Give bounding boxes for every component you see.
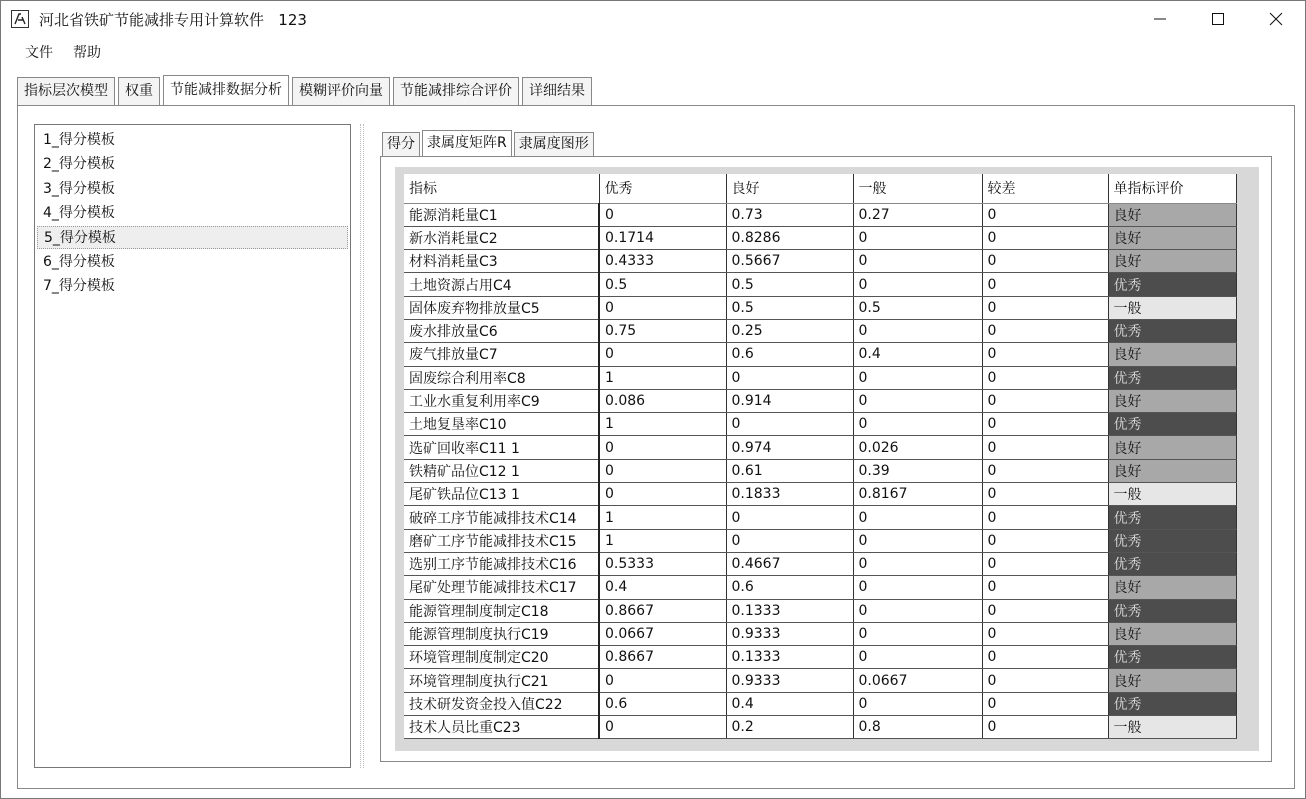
grid-cell[interactable]: 0: [853, 319, 982, 342]
rating-cell[interactable]: 优秀: [1108, 506, 1236, 529]
indicator-name-cell[interactable]: 废气排放量C7: [404, 343, 599, 366]
table-row: [404, 203, 1236, 226]
indicator-name-cell[interactable]: 环境管理制度执行C21: [404, 669, 599, 692]
window-title: 河北省铁矿节能减排专用计算软件 123: [39, 11, 307, 29]
grid-cell[interactable]: 0: [853, 413, 982, 436]
rating-cell[interactable]: 良好: [1108, 622, 1236, 645]
grid-cell[interactable]: 0.0667: [599, 622, 726, 645]
grid-cell[interactable]: 0.75: [599, 319, 726, 342]
indicator-name-cell[interactable]: 土地资源占用C4: [404, 273, 599, 296]
table-row: [404, 319, 1236, 342]
grid-cell[interactable]: 0: [982, 413, 1108, 436]
grid-cell[interactable]: 0.4: [599, 576, 726, 599]
table-row: [404, 343, 1236, 366]
grid-cell[interactable]: 0.8167: [853, 483, 982, 506]
grid-cell[interactable]: 0: [982, 692, 1108, 715]
indicator-name-cell[interactable]: 能源管理制度执行C19: [404, 622, 599, 645]
indicator-name-cell[interactable]: 固废综合利用率C8: [404, 366, 599, 389]
rating-cell[interactable]: 优秀: [1108, 413, 1236, 436]
rating-cell[interactable]: 良好: [1108, 576, 1236, 599]
grid-cell[interactable]: 0: [982, 459, 1108, 482]
table-row: [404, 436, 1236, 459]
rating-cell[interactable]: 优秀: [1108, 552, 1236, 575]
maximize-button[interactable]: [1191, 1, 1245, 37]
grid-cell[interactable]: 0: [853, 250, 982, 273]
table-row: [404, 389, 1236, 412]
indicator-name-cell[interactable]: 工业水重复利用率C9: [404, 389, 599, 412]
grid-cell[interactable]: 0.914: [726, 389, 853, 412]
rating-cell[interactable]: 良好: [1108, 226, 1236, 249]
grid-cell[interactable]: 0.5333: [599, 552, 726, 575]
grid-cell[interactable]: 1: [599, 413, 726, 436]
grid-cell[interactable]: 0: [982, 576, 1108, 599]
table-row: [404, 552, 1236, 575]
grid-cell[interactable]: 0: [853, 506, 982, 529]
grid-cell[interactable]: 0: [982, 622, 1108, 645]
grid-cell[interactable]: 0: [853, 576, 982, 599]
template-item[interactable]: 7_得分模板: [43, 277, 115, 294]
grid-cell[interactable]: 0.6: [726, 343, 853, 366]
grid-cell[interactable]: 0.5: [726, 296, 853, 319]
indicator-name-cell[interactable]: 铁精矿品位C12 1: [404, 459, 599, 482]
table-row: [404, 273, 1236, 296]
grid-column-header[interactable]: 良好: [726, 174, 853, 203]
grid-column-header[interactable]: 指标: [404, 174, 599, 203]
grid-cell[interactable]: 0: [982, 599, 1108, 622]
grid-cell[interactable]: 0: [982, 389, 1108, 412]
grid-cell[interactable]: 0.2: [726, 716, 853, 739]
grid-cell[interactable]: 0.8286: [726, 226, 853, 249]
rating-cell[interactable]: 良好: [1108, 436, 1236, 459]
grid-cell[interactable]: 0: [982, 669, 1108, 692]
grid-column-header[interactable]: 优秀: [599, 174, 726, 203]
sub-tab-bar: [382, 132, 596, 156]
table-row: [404, 669, 1236, 692]
grid-cell[interactable]: 0.5667: [726, 250, 853, 273]
grid-cell[interactable]: 0: [599, 483, 726, 506]
table-row: [404, 296, 1236, 319]
grid-cell[interactable]: 0.9333: [726, 669, 853, 692]
grid-cell[interactable]: 0: [599, 436, 726, 459]
grid-cell[interactable]: 0: [982, 203, 1108, 226]
minimize-icon: [1153, 12, 1167, 26]
grid-cell[interactable]: 0.4: [726, 692, 853, 715]
membership-matrix-grid[interactable]: [404, 174, 1237, 739]
table-row: [404, 646, 1236, 669]
menu-help[interactable]: 帮助: [73, 45, 101, 61]
grid-cell[interactable]: 0.8667: [599, 646, 726, 669]
table-row: [404, 599, 1236, 622]
rating-cell[interactable]: 一般: [1108, 483, 1236, 506]
rating-cell[interactable]: 优秀: [1108, 366, 1236, 389]
grid-cell[interactable]: 0: [599, 343, 726, 366]
table-row: [404, 226, 1236, 249]
grid-cell[interactable]: 0: [853, 599, 982, 622]
grid-cell[interactable]: 0.4667: [726, 552, 853, 575]
close-icon: [1269, 12, 1283, 26]
grid-cell[interactable]: 0.61: [726, 459, 853, 482]
grid-cell[interactable]: 0.6: [726, 576, 853, 599]
grid-cell[interactable]: 0: [853, 366, 982, 389]
grid-cell[interactable]: 0.1333: [726, 646, 853, 669]
main-tab-2[interactable]: 节能减排数据分析: [163, 75, 289, 105]
indicator-name-cell[interactable]: 选别工序节能减排技术C16: [404, 552, 599, 575]
indicator-name-cell[interactable]: 土地复垦率C10: [404, 413, 599, 436]
main-tab-5[interactable]: 详细结果: [522, 77, 592, 105]
grid-cell[interactable]: 0: [853, 552, 982, 575]
indicator-name-cell[interactable]: 选矿回收率C11 1: [404, 436, 599, 459]
grid-cell[interactable]: 0: [982, 552, 1108, 575]
grid-cell[interactable]: 0.5: [726, 273, 853, 296]
grid-cell[interactable]: 0: [726, 413, 853, 436]
sub-tab-1[interactable]: 隶属度矩阵R: [422, 130, 512, 156]
grid-cell[interactable]: 0.1714: [599, 226, 726, 249]
maximize-icon: [1211, 12, 1225, 26]
main-tab-4[interactable]: 节能减排综合评价: [393, 77, 519, 105]
grid-cell[interactable]: 0: [599, 459, 726, 482]
indicator-name-cell[interactable]: 新水消耗量C2: [404, 226, 599, 249]
close-button[interactable]: [1249, 1, 1303, 37]
app-logo-icon: [11, 10, 29, 28]
rating-cell[interactable]: 一般: [1108, 296, 1236, 319]
grid-cell[interactable]: 0.9333: [726, 622, 853, 645]
table-row: [404, 576, 1236, 599]
grid-cell[interactable]: 0.086: [599, 389, 726, 412]
template-item[interactable]: 2_得分模板: [43, 156, 115, 173]
grid-cell[interactable]: 0.27: [853, 203, 982, 226]
table-row: [404, 622, 1236, 645]
table-row: [404, 413, 1236, 436]
grid-column-header[interactable]: 一般: [853, 174, 982, 203]
indicator-name-cell[interactable]: 技术研发资金投入值C22: [404, 692, 599, 715]
rating-cell[interactable]: 良好: [1108, 343, 1236, 366]
main-tab-3[interactable]: 模糊评价向量: [292, 77, 390, 105]
grid-cell[interactable]: 0: [982, 483, 1108, 506]
indicator-name-cell[interactable]: 尾矿铁品位C13 1: [404, 483, 599, 506]
grid-cell[interactable]: 0: [853, 529, 982, 552]
title-bar[interactable]: [1, 1, 1305, 37]
grid-cell[interactable]: 1: [599, 506, 726, 529]
grid-cell[interactable]: 0.25: [726, 319, 853, 342]
grid-cell[interactable]: 0.4333: [599, 250, 726, 273]
grid-cell[interactable]: 0: [982, 296, 1108, 319]
grid-header-row: [404, 174, 1236, 203]
grid-cell[interactable]: 0: [982, 250, 1108, 273]
grid-cell[interactable]: 0.8: [853, 716, 982, 739]
grid-cell[interactable]: 0: [853, 692, 982, 715]
grid-cell[interactable]: 0.1833: [726, 483, 853, 506]
grid-cell[interactable]: 0: [599, 203, 726, 226]
grid-cell[interactable]: 0: [853, 226, 982, 249]
sub-tab-2[interactable]: 隶属度图形: [514, 132, 594, 156]
indicator-name-cell[interactable]: 技术人员比重C23: [404, 716, 599, 739]
template-item[interactable]: 3_得分模板: [43, 180, 115, 197]
template-item[interactable]: 6_得分模板: [43, 253, 115, 270]
grid-cell[interactable]: 0.1333: [726, 599, 853, 622]
grid-cell[interactable]: 0: [982, 226, 1108, 249]
grid-column-header[interactable]: 单指标评价: [1108, 174, 1236, 203]
grid-cell[interactable]: 0: [982, 343, 1108, 366]
grid-cell[interactable]: 0: [982, 366, 1108, 389]
grid-cell[interactable]: 0: [982, 506, 1108, 529]
grid-cell[interactable]: 0: [982, 716, 1108, 739]
rating-cell[interactable]: 良好: [1108, 669, 1236, 692]
grid-cell[interactable]: 0: [726, 366, 853, 389]
grid-column-header[interactable]: 较差: [982, 174, 1108, 203]
grid-cell[interactable]: 0: [853, 273, 982, 296]
grid-cell[interactable]: 0: [599, 296, 726, 319]
template-list[interactable]: [34, 124, 351, 768]
rating-cell[interactable]: 优秀: [1108, 273, 1236, 296]
table-row: [404, 692, 1236, 715]
grid-cell[interactable]: 0.73: [726, 203, 853, 226]
indicator-name-cell[interactable]: 能源消耗量C1: [404, 203, 599, 226]
table-row: [404, 716, 1236, 739]
indicator-name-cell[interactable]: 环境管理制度制定C20: [404, 646, 599, 669]
indicator-name-cell[interactable]: 尾矿处理节能减排技术C17: [404, 576, 599, 599]
grid-cell[interactable]: 0.026: [853, 436, 982, 459]
indicator-name-cell[interactable]: 固体废弃物排放量C5: [404, 296, 599, 319]
table-row: [404, 483, 1236, 506]
template-item[interactable]: 1_得分模板: [43, 132, 115, 148]
grid-cell[interactable]: 1: [599, 529, 726, 552]
grid-cell[interactable]: 0.974: [726, 436, 853, 459]
template-item[interactable]: 4_得分模板: [43, 204, 115, 221]
grid-cell[interactable]: 0: [726, 529, 853, 552]
grid-cell[interactable]: 0: [853, 646, 982, 669]
rating-cell[interactable]: 优秀: [1108, 529, 1236, 552]
grid-cell[interactable]: 0: [853, 389, 982, 412]
grid-cell[interactable]: 0.8667: [599, 599, 726, 622]
rating-cell[interactable]: 良好: [1108, 389, 1236, 412]
template-item[interactable]: 5_得分模板: [37, 226, 348, 249]
table-row: [404, 459, 1236, 482]
rating-cell[interactable]: 优秀: [1108, 599, 1236, 622]
main-tab-bar: [17, 77, 595, 105]
rating-cell[interactable]: 良好: [1108, 250, 1236, 273]
grid-cell[interactable]: 0: [982, 529, 1108, 552]
rating-cell[interactable]: 优秀: [1108, 319, 1236, 342]
indicator-name-cell[interactable]: 能源管理制度制定C18: [404, 599, 599, 622]
grid-cell[interactable]: 0.0667: [853, 669, 982, 692]
grid-cell[interactable]: 0: [599, 716, 726, 739]
menu-bar: [1, 39, 1305, 65]
grid-cell[interactable]: 0.5: [599, 273, 726, 296]
membership-matrix-panel: [380, 156, 1272, 762]
sub-tab-0[interactable]: 得分: [382, 132, 420, 156]
main-tab-0[interactable]: 指标层次模型: [17, 77, 115, 105]
grid-cell[interactable]: 0: [982, 273, 1108, 296]
grid-cell[interactable]: 0.39: [853, 459, 982, 482]
table-row: [404, 366, 1236, 389]
table-row: [404, 250, 1236, 273]
panel-splitter[interactable]: [360, 124, 364, 768]
rating-cell[interactable]: 良好: [1108, 459, 1236, 482]
menu-file[interactable]: 文件: [25, 45, 53, 61]
grid-cell[interactable]: 0: [982, 646, 1108, 669]
grid-frame: [395, 167, 1259, 751]
grid-cell[interactable]: 0.4: [853, 343, 982, 366]
minimize-button[interactable]: [1133, 1, 1187, 37]
indicator-name-cell[interactable]: 废水排放量C6: [404, 319, 599, 342]
main-tab-1[interactable]: 权重: [118, 77, 160, 105]
rating-cell[interactable]: 优秀: [1108, 646, 1236, 669]
grid-cell[interactable]: 0: [599, 669, 726, 692]
grid-cell[interactable]: 0: [982, 319, 1108, 342]
analysis-tab-panel: [17, 105, 1295, 789]
indicator-name-cell[interactable]: 材料消耗量C3: [404, 250, 599, 273]
rating-cell[interactable]: 良好: [1108, 203, 1236, 226]
grid-cell[interactable]: 0: [726, 506, 853, 529]
grid-cell[interactable]: 1: [599, 366, 726, 389]
rating-cell[interactable]: 一般: [1108, 716, 1236, 739]
grid-cell[interactable]: 0: [982, 436, 1108, 459]
indicator-name-cell[interactable]: 磨矿工序节能减排技术C15: [404, 529, 599, 552]
indicator-name-cell[interactable]: 破碎工序节能减排技术C14: [404, 506, 599, 529]
grid-cell[interactable]: 0.6: [599, 692, 726, 715]
grid-cell[interactable]: 0.5: [853, 296, 982, 319]
rating-cell[interactable]: 优秀: [1108, 692, 1236, 715]
table-row: [404, 529, 1236, 552]
grid-cell[interactable]: 0: [853, 622, 982, 645]
table-row: [404, 506, 1236, 529]
